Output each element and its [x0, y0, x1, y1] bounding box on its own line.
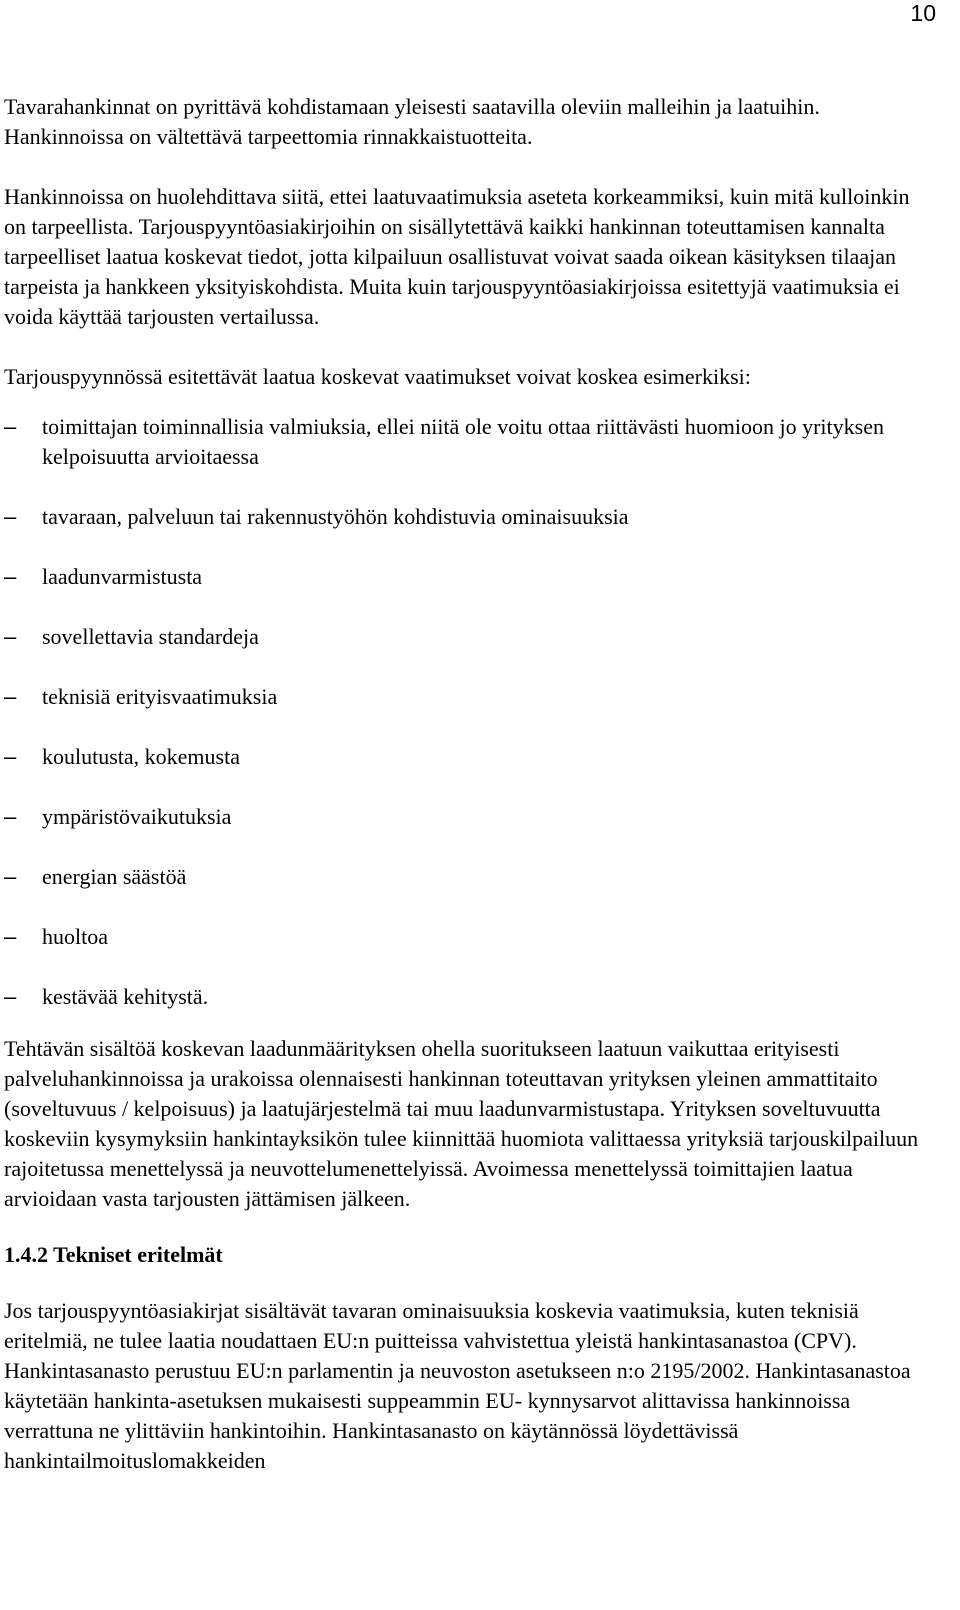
list-item	[4, 562, 934, 592]
list-item-text: kestävää kehitystä.	[42, 984, 209, 1009]
dash-bullet: –	[4, 924, 17, 949]
list-item-text: energian säästöä	[42, 864, 187, 889]
dash-bullet: –	[4, 564, 17, 589]
paragraph-list-intro: Tarjouspyynnössä esitettävät laatua koskevat vaatimukset voivat koskea esimerkiksi:	[4, 364, 751, 389]
requirements-list	[4, 412, 934, 1012]
paragraph-supplier-quality: Tehtävän sisältöä koskevan laadunmäärityksen ohella suoritukseen laatuun vaikuttaa erityisesti palveluhankinnoissa ja urakoissa olennaisesti hankinnan toteuttavan yrityksen yleinen ammattitaito (soveltuvuus / kelpoisuus) ja laatujärjestelmä tai muu laadunvarmistustapa. Yrityksen soveltuvuutta koskeviin kysymyksiin hankintayksikön tulee kiinnittää huomiota valittaessa yrityksiä tarjouskilpailuun rajoitetussa menettelyssä ja neuvottelumenettelyissä. Avoimessa menettelyssä toimittajien laatua arvioidaan vasta tarjousten jättämisen jälkeen.	[4, 1036, 919, 1211]
list-item	[4, 412, 934, 472]
document-body	[4, 92, 934, 1476]
paragraph-technical-specs: Jos tarjouspyyntöasiakirjat sisältävät tavaran ominaisuuksia koskevia vaatimuksia, kuten teknisiä eritelmiä, ne tulee laatia noudattaen EU:n puitteissa vahvistettua yleistä hankintasanastoa (CPV). Hankintasanasto perustuu EU:n parlamentin ja neuvoston asetukseen n:o 2195/2002. Hankintasanastoa käytetään hankinta-asetuksen mukaisesti suppeammin EU- kynnysarvot alittavissa hankinnoissa verrattuna ne ylittäviin hankintoihin. Hankintasanasto on käytännössä löydettävissä hankintailmoituslomakkeiden	[4, 1298, 911, 1473]
list-item	[4, 622, 934, 652]
dash-bullet: –	[4, 744, 17, 769]
dash-bullet: –	[4, 684, 17, 709]
paragraph-quality-requirements: Hankinnoissa on huolehdittava siitä, ettei laatuvaatimuksia aseteta korkeammiksi, kuin mitä kulloinkin on tarpeellista. Tarjouspyyntöasiakirjoihin on sisällytettävä kaikki hankinnan toteuttamisen kannalta tarpeelliset laatua koskevat tiedot, jotta kilpailuun osallistuvat voivat saada oikean käsityksen tilaajan tarpeista ja hankkeen yksityiskohdista. Muita kuin tarjouspyyntöasiakirjoissa esitettyjä vaatimuksia ei voida käyttää tarjousten vertailussa.	[4, 184, 910, 329]
list-item-text: sovellettavia standardeja	[42, 624, 259, 649]
list-item-text: huoltoa	[42, 924, 108, 949]
list-item-text: laadunvarmistusta	[42, 564, 203, 589]
list-item-text: ympäristövaikutuksia	[42, 804, 232, 829]
list-item	[4, 982, 934, 1012]
list-item-text: tavaraan, palveluun tai rakennustyöhön kohdistuvia ominaisuuksia	[42, 504, 629, 529]
page-number: 10	[910, 0, 936, 26]
dash-bullet: –	[4, 804, 17, 829]
section-heading: 1.4.2 Tekniset eritelmät	[4, 1242, 223, 1267]
dash-bullet: –	[4, 864, 17, 889]
list-item-text: toimittajan toiminnallisia valmiuksia, ellei niitä ole voitu ottaa riittävästi huomioon jo yrityksen kelpoisuutta arvioitaessa	[42, 414, 884, 469]
list-item-text: koulutusta, kokemusta	[42, 744, 240, 769]
list-item	[4, 682, 934, 712]
dash-bullet: –	[4, 414, 17, 439]
list-item	[4, 802, 934, 832]
dash-bullet: –	[4, 984, 17, 1009]
list-item	[4, 502, 934, 532]
list-item	[4, 922, 934, 952]
paragraph-intro: Tavarahankinnat on pyrittävä kohdistamaan yleisesti saatavilla oleviin malleihin ja laatuihin. Hankinnoissa on vältettävä tarpeettomia rinnakkaistuotteita.	[4, 94, 820, 149]
dash-bullet: –	[4, 504, 17, 529]
dash-bullet: –	[4, 624, 17, 649]
list-item	[4, 862, 934, 892]
list-item	[4, 742, 934, 772]
list-item-text: teknisiä erityisvaatimuksia	[42, 684, 278, 709]
